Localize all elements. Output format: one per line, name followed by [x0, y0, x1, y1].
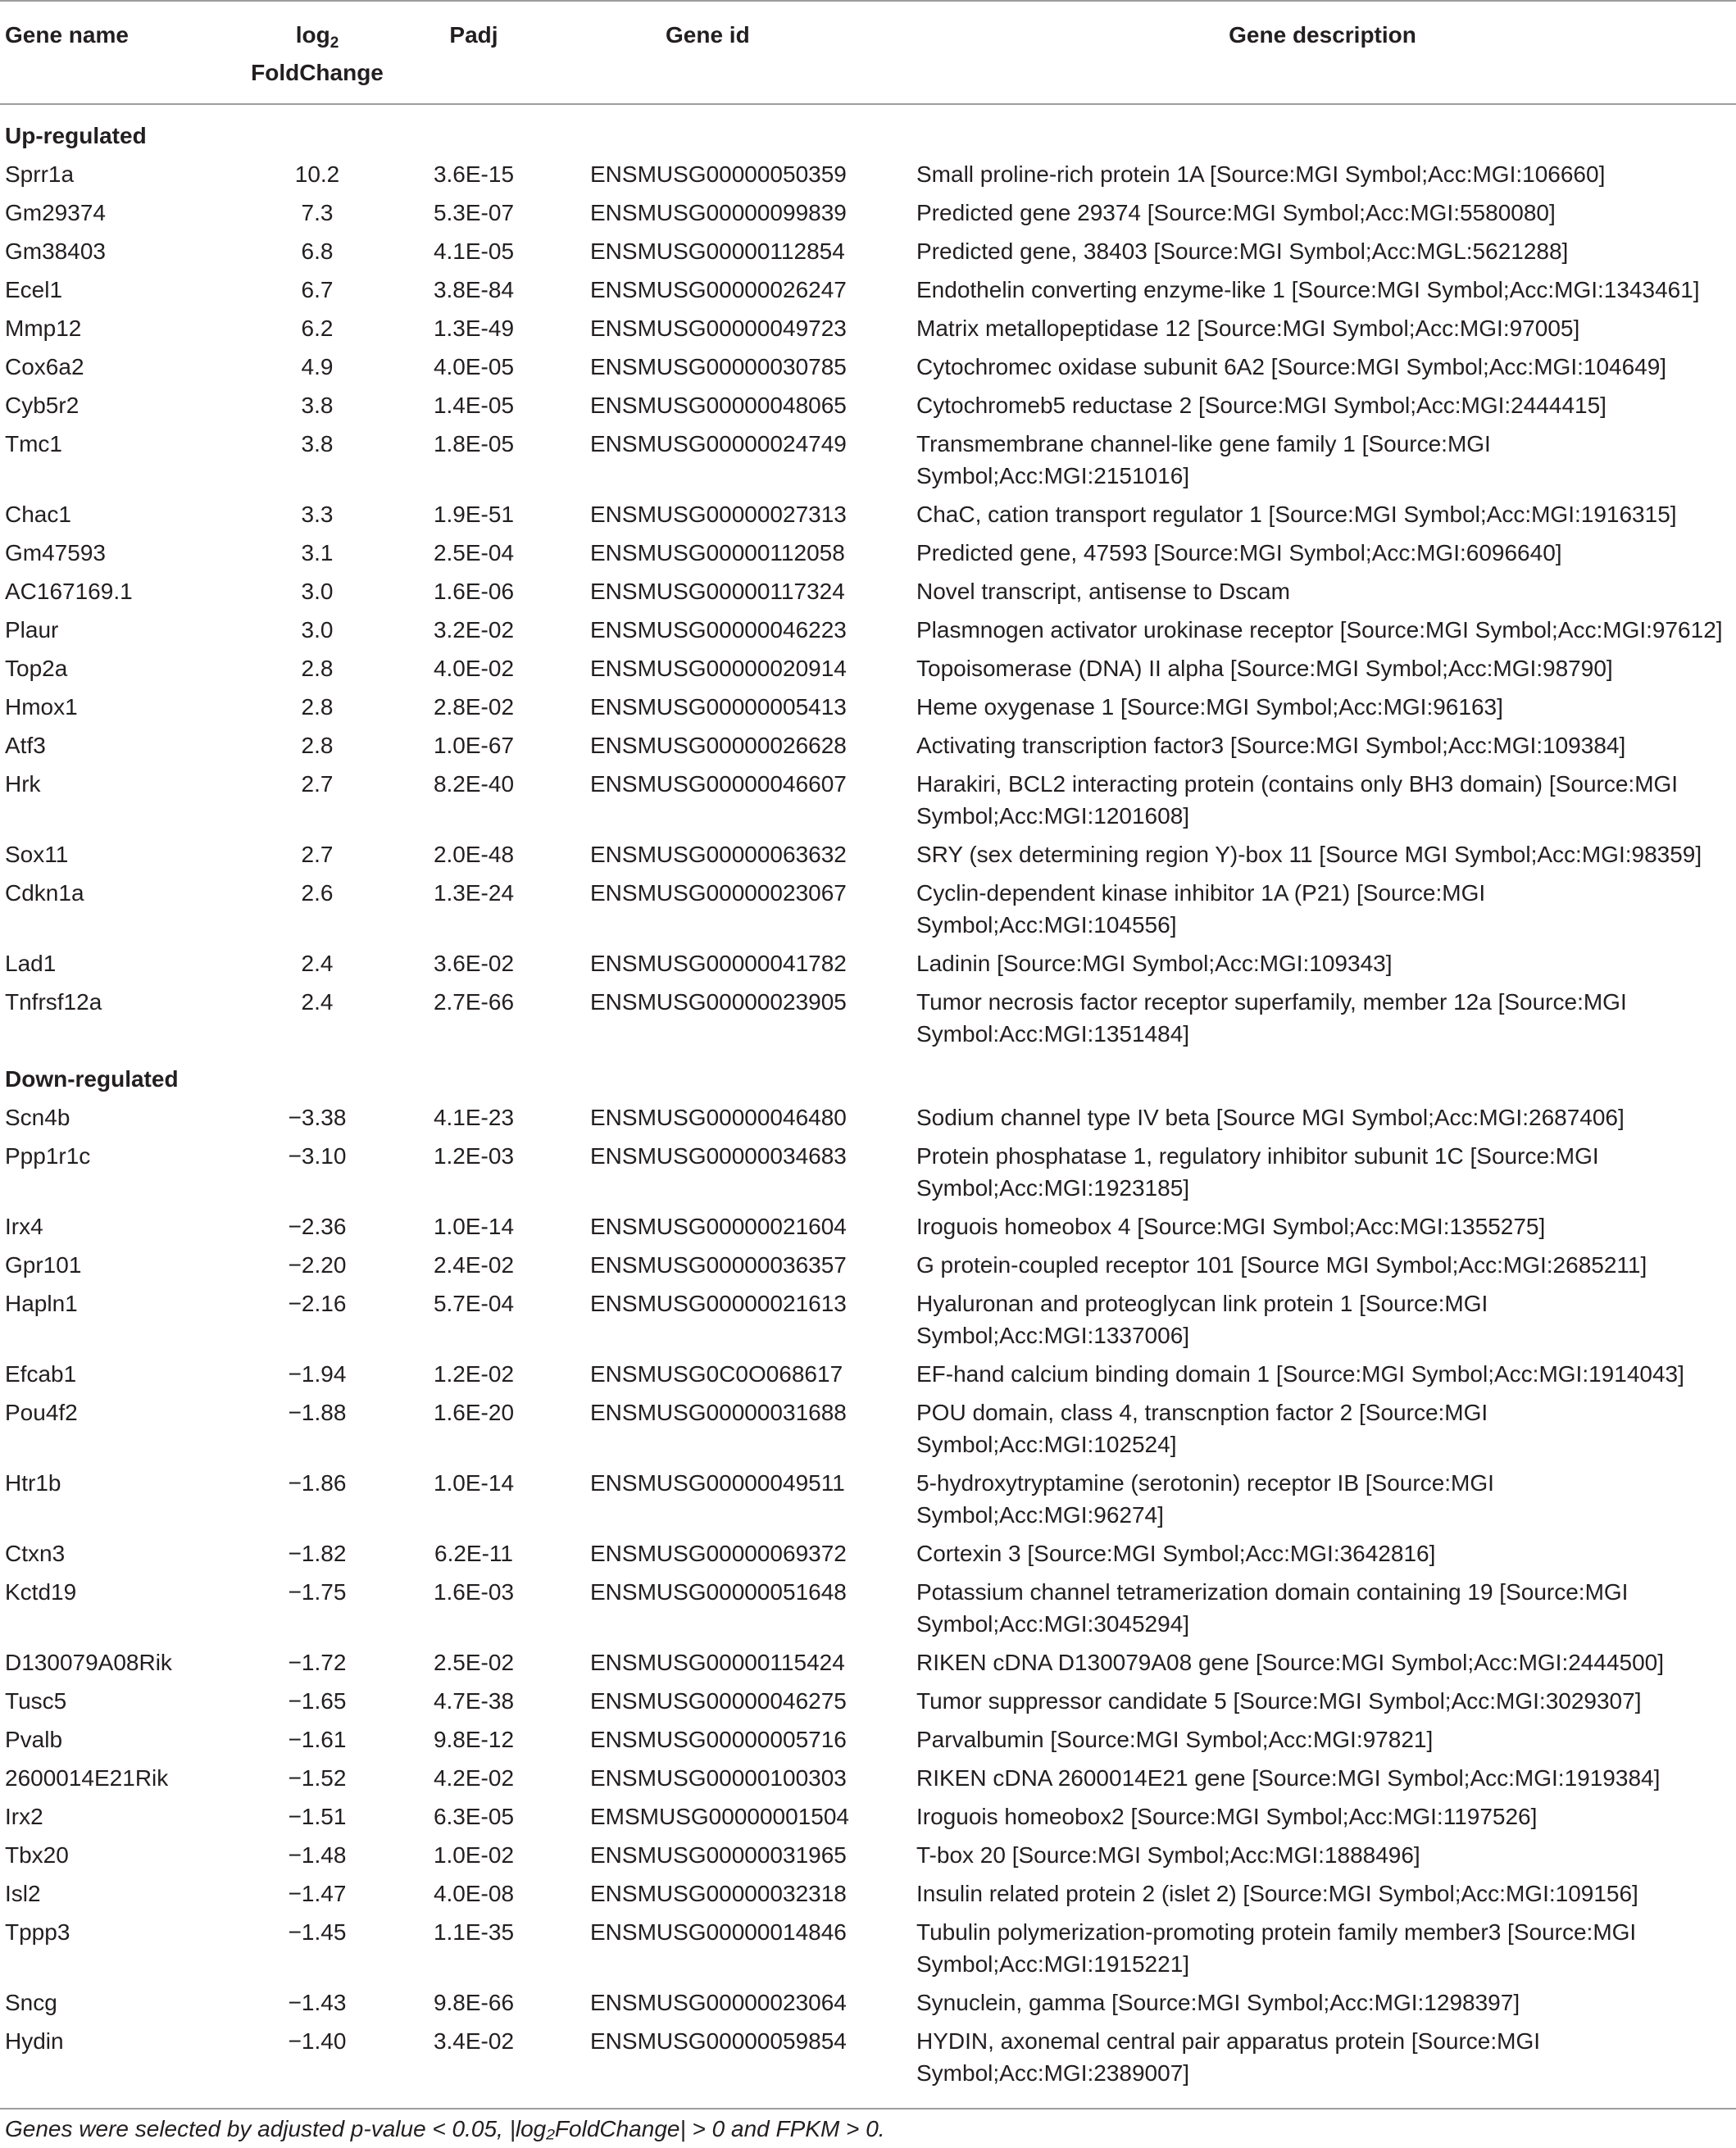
log2-foldchange-cell: −1.94	[288, 1361, 347, 1387]
gene-id-cell: ENSMUSG00000005413	[590, 694, 847, 720]
padj-cell: 2.7E-66	[433, 989, 515, 1015]
table-row	[0, 270, 1736, 309]
padj-cell: 5.3E-07	[433, 200, 515, 225]
table-row	[0, 983, 1736, 1053]
gene-name-cell: Tbx20	[5, 1842, 69, 1868]
gene-id-cell: ENSMUSG00000034683	[590, 1143, 847, 1169]
padj-cell: 2.0E-48	[433, 842, 515, 867]
log2-foldchange-cell: −1.40	[288, 2028, 347, 2054]
padj-cell: 1.2E-02	[433, 1361, 515, 1387]
log2-foldchange-cell: 2.8	[301, 733, 334, 758]
gene-id-cell: ENSMUSG00000050359	[590, 161, 847, 187]
gene-id-cell: ENSMUSG00000046607	[590, 771, 847, 797]
gene-id-cell: ENSMUSG00000005716	[590, 1727, 847, 1752]
section-title: Down-regulated	[5, 1066, 179, 1092]
padj-cell: 4.1E-05	[433, 238, 515, 264]
gene-description-cell: RIKEN cDNA 2600014E21 gene [Source:MGI Symbol;Acc:MGI:1919384]	[916, 1765, 1661, 1791]
table-row	[0, 155, 1736, 193]
gene-description-cell: POU domain, class 4, transcnption factor 2 [Source:MGI Symbol;Acc:MGI:102524]	[916, 1400, 1488, 1457]
log2-foldchange-cell: 3.0	[301, 617, 334, 643]
log2-foldchange-cell: 3.0	[301, 579, 334, 604]
log2-foldchange-cell: −2.20	[288, 1252, 347, 1278]
padj-cell: 6.2E-11	[434, 1541, 513, 1566]
gene-id-cell: EMSMUSG00000001504	[590, 1804, 849, 1829]
padj-cell: 4.0E-02	[433, 656, 515, 681]
gene-description-cell: Tumor suppressor candidate 5 [Source:MGI Symbol;Acc:MGI:3029307]	[916, 1688, 1642, 1714]
log2-foldchange-cell: 3.8	[301, 431, 334, 456]
table-row	[0, 1913, 1736, 1983]
gene-name-cell: Efcab1	[5, 1361, 77, 1387]
gene-name-cell: Tppp3	[5, 1919, 70, 1945]
gene-description-cell: Potassium channel tetramerization domain containing 19 [Source:MGI Symbol;Acc:MGI:3045294]	[916, 1579, 1629, 1637]
gene-id-cell: ENSMUSG00000117324	[590, 579, 845, 604]
gene-id-cell: ENSMUSG00000026247	[590, 277, 847, 302]
log2-foldchange-cell: 2.7	[301, 771, 334, 797]
padj-cell: 1.3E-49	[433, 316, 515, 341]
log2-foldchange-cell: 2.8	[301, 656, 334, 681]
gene-id-cell: ENSMUSG00000031965	[590, 1842, 847, 1868]
padj-cell: 1.8E-05	[433, 431, 515, 456]
table-row	[0, 1534, 1736, 1573]
gene-description-cell: Predicted gene 29374 [Source:MGI Symbol;Acc:MGI:5580080]	[916, 200, 1556, 225]
gene-name-cell: Sox11	[5, 842, 69, 867]
table-row	[0, 874, 1736, 944]
padj-cell: 2.4E-02	[433, 1252, 515, 1278]
padj-cell: 3.2E-02	[433, 617, 515, 643]
gene-id-cell: ENSMUSG00000112058	[590, 540, 845, 565]
gene-name-cell: Plaur	[5, 617, 59, 643]
gene-description-cell: Transmembrane channel-like gene family 1 [Source:MGI Symbol;Acc:MGI:2151016]	[916, 431, 1491, 488]
section-header-row	[0, 1053, 1736, 1098]
log2-foldchange-cell: 2.8	[301, 694, 334, 720]
padj-cell: 2.5E-04	[433, 540, 515, 565]
header-padj: Padj	[409, 1, 539, 104]
log2-foldchange-cell: −1.75	[288, 1579, 347, 1605]
table-row	[0, 726, 1736, 765]
table-row	[0, 2022, 1736, 2092]
gene-id-cell: ENSMUSG00000030785	[590, 354, 847, 379]
footer-divider	[0, 2108, 1736, 2109]
gene-id-cell: ENSMUSG00000049511	[590, 1470, 845, 1496]
table-row	[0, 1682, 1736, 1720]
gene-description-cell: Tumor necrosis factor receptor superfamily, member 12a [Source:MGI Symbol:Acc:MGI:1351484]	[916, 989, 1627, 1047]
padj-cell: 4.1E-23	[433, 1105, 515, 1130]
padj-cell: 9.8E-12	[433, 1727, 515, 1752]
gene-name-cell: Kctd19	[5, 1579, 77, 1605]
gene-description-cell: Small proline-rich protein 1A [Source:MGI Symbol;Acc:MGI:106660]	[916, 161, 1606, 187]
gene-description-cell: Predicted gene, 38403 [Source:MGI Symbol;Acc:MGL:5621288]	[916, 238, 1569, 264]
gene-name-cell: Pvalb	[5, 1727, 63, 1752]
padj-cell: 3.6E-15	[433, 161, 515, 187]
padj-cell: 1.9E-51	[433, 502, 515, 527]
header-gene-id: Gene id	[539, 1, 909, 104]
gene-id-cell: ENSMUSG00000049723	[590, 316, 847, 341]
gene-id-cell: ENSMUSG00000024749	[590, 431, 847, 456]
log2-foldchange-cell: 6.7	[301, 277, 334, 302]
log2-foldchange-cell: 6.8	[301, 238, 334, 264]
gene-description-cell: ChaC, cation transport regulator 1 [Source:MGI Symbol;Acc:MGI:1916315]	[916, 502, 1677, 527]
section-title: Up-regulated	[5, 123, 147, 148]
gene-name-cell: Hapln1	[5, 1291, 78, 1316]
log2-foldchange-cell: −1.51	[288, 1804, 347, 1829]
padj-cell: 1.2E-03	[433, 1143, 515, 1169]
gene-name-cell: Pou4f2	[5, 1400, 78, 1425]
padj-cell: 1.6E-03	[433, 1579, 515, 1605]
log2-foldchange-cell: −3.10	[288, 1143, 347, 1169]
padj-cell: 3.6E-02	[433, 951, 515, 976]
gene-name-cell: Scn4b	[5, 1105, 70, 1130]
header-log-text: log	[295, 22, 330, 48]
gene-id-cell: ENSMUSG00000041782	[590, 951, 847, 976]
gene-description-cell: Plasmnogen activator urokinase receptor [Source:MGI Symbol;Acc:MGI:97612]	[916, 617, 1723, 643]
gene-description-cell: HYDIN, axonemal central pair apparatus protein [Source:MGI Symbol;Acc:MGI:2389007]	[916, 2028, 1541, 2086]
gene-description-cell: Parvalbumin [Source:MGI Symbol;Acc:MGI:97821]	[916, 1727, 1434, 1752]
gene-description-cell: Iroguois homeobox2 [Source:MGI Symbol;Acc:MGI:1197526]	[916, 1804, 1538, 1829]
gene-description-cell: Topoisomerase (DNA) II alpha [Source:MGI Symbol;Acc:MGI:98790]	[916, 656, 1613, 681]
table-row	[0, 534, 1736, 572]
padj-cell: 4.0E-05	[433, 354, 515, 379]
gene-description-cell: Iroguois homeobox 4 [Source:MGI Symbol;Acc:MGI:1355275]	[916, 1214, 1546, 1239]
gene-description-cell: Novel transcript, antisense to Dscam	[916, 579, 1290, 604]
table-row	[0, 232, 1736, 270]
gene-id-cell: ENSMUSG00000115424	[590, 1650, 845, 1675]
padj-cell: 5.7E-04	[433, 1291, 515, 1316]
padj-cell: 1.0E-14	[433, 1470, 515, 1496]
padj-cell: 1.4E-05	[433, 393, 515, 418]
gene-description-cell: Matrix metallopeptidase 12 [Source:MGI Symbol;Acc:MGI:97005]	[916, 316, 1580, 341]
gene-description-cell: RIKEN cDNA D130079A08 gene [Source:MGI Symbol;Acc:MGI:2444500]	[916, 1650, 1665, 1675]
gene-id-cell: ENSMUSG00000051648	[590, 1579, 847, 1605]
table-row	[0, 1393, 1736, 1464]
gene-description-cell: Predicted gene, 47593 [Source:MGI Symbol;Acc:MGI:6096640]	[916, 540, 1562, 565]
gene-description-cell: Heme oxygenase 1 [Source:MGI Symbol;Acc:MGI:96163]	[916, 694, 1503, 720]
gene-name-cell: Ppp1r1c	[5, 1143, 91, 1169]
padj-cell: 2.5E-02	[433, 1650, 515, 1675]
gene-name-cell: Tnfrsf12a	[5, 989, 102, 1015]
gene-name-cell: Irx4	[5, 1214, 43, 1239]
gene-description-cell: G protein-coupled receptor 101 [Source MGI Symbol;Acc:MGI:2685211]	[916, 1252, 1647, 1278]
log2-foldchange-cell: −1.52	[288, 1765, 347, 1791]
gene-name-cell: Htr1b	[5, 1470, 61, 1496]
table-row	[0, 1207, 1736, 1246]
gene-description-cell: Insulin related protein 2 (islet 2) [Source:MGI Symbol;Acc:MGI:109156]	[916, 1881, 1638, 1906]
log2-foldchange-cell: −2.36	[288, 1214, 347, 1239]
table-row	[0, 572, 1736, 611]
log2-foldchange-cell: 2.4	[301, 951, 334, 976]
gene-name-cell: Mmp12	[5, 316, 82, 341]
gene-id-cell: ENSMUSG00000046275	[590, 1688, 847, 1714]
gene-description-cell: Sodium channel type IV beta [Source MGI Symbol;Acc:MGI:2687406]	[916, 1105, 1625, 1130]
gene-id-cell: ENSMUSG00000023064	[590, 1990, 847, 2015]
gene-id-cell: ENSMUSG00000048065	[590, 393, 847, 418]
header-log2-foldchange	[225, 1, 409, 104]
table-row	[0, 765, 1736, 835]
table-row	[0, 1874, 1736, 1913]
log2-foldchange-cell: −1.65	[288, 1688, 347, 1714]
padj-cell: 1.0E-02	[433, 1842, 515, 1868]
gene-name-cell: 2600014E21Rik	[5, 1765, 169, 1791]
table-row	[0, 1355, 1736, 1393]
log2-foldchange-cell: −1.86	[288, 1470, 347, 1496]
padj-cell: 1.1E-35	[433, 1919, 515, 1945]
table-row	[0, 495, 1736, 534]
padj-cell: 9.8E-66	[433, 1990, 515, 2015]
gene-id-cell: ENSMUSG00000014846	[590, 1919, 847, 1945]
gene-id-cell: ENSMUSG00000036357	[590, 1252, 847, 1278]
gene-name-cell: Isl2	[5, 1881, 41, 1906]
gene-name-cell: Tmc1	[5, 431, 62, 456]
gene-id-cell: ENSMUSG00000031688	[590, 1400, 847, 1425]
gene-id-cell: ENSMUSG00000046223	[590, 617, 847, 643]
padj-cell: 4.7E-38	[433, 1688, 515, 1714]
gene-name-cell: Irx2	[5, 1804, 43, 1829]
log2-foldchange-cell: 6.2	[301, 316, 334, 341]
padj-cell: 3.4E-02	[433, 2028, 515, 2054]
padj-cell: 8.2E-40	[433, 771, 515, 797]
log2-foldchange-cell: 7.3	[301, 200, 334, 225]
log2-foldchange-cell: −1.47	[288, 1881, 347, 1906]
log2-foldchange-cell: 2.7	[301, 842, 334, 867]
padj-cell: 4.2E-02	[433, 1765, 515, 1791]
gene-name-cell: Sprr1a	[5, 161, 75, 187]
table-row	[0, 193, 1736, 232]
log2-foldchange-cell: −1.72	[288, 1650, 347, 1675]
table-body	[0, 104, 1736, 2092]
table-row	[0, 688, 1736, 726]
gene-name-cell: Cox6a2	[5, 354, 84, 379]
table-row	[0, 1643, 1736, 1682]
gene-name-cell: Gm29374	[5, 200, 106, 225]
log2-foldchange-cell: 10.2	[294, 161, 340, 187]
padj-cell: 4.0E-08	[433, 1881, 515, 1906]
log2-foldchange-cell: 3.8	[301, 393, 334, 418]
gene-description-cell: Cortexin 3 [Source:MGI Symbol;Acc:MGI:3642816]	[916, 1541, 1436, 1566]
gene-description-cell: Hyaluronan and proteoglycan link protein 1 [Source:MGI Symbol;Acc:MGI:1337006]	[916, 1291, 1488, 1348]
table-row	[0, 1759, 1736, 1797]
table-row	[0, 1464, 1736, 1534]
gene-name-cell: Lad1	[5, 951, 57, 976]
gene-description-cell: SRY (sex determining region Y)-box 11 [Source MGI Symbol;Acc:MGI:98359]	[916, 842, 1702, 867]
table-row	[0, 347, 1736, 386]
padj-cell: 1.6E-20	[433, 1400, 515, 1425]
log2-foldchange-cell: −2.16	[288, 1291, 347, 1316]
log2-foldchange-cell: −1.43	[288, 1990, 347, 2015]
table-row	[0, 1983, 1736, 2022]
gene-id-cell: ENSMUSG00000059854	[590, 2028, 847, 2054]
table-row	[0, 1720, 1736, 1759]
gene-description-cell: Cytochromec oxidase subunit 6A2 [Source:MGI Symbol;Acc:MGI:104649]	[916, 354, 1667, 379]
header-row	[0, 1, 1736, 104]
gene-name-cell: Cdkn1a	[5, 880, 84, 906]
table-row	[0, 1098, 1736, 1137]
table-row	[0, 611, 1736, 649]
log2-foldchange-cell: −1.61	[288, 1727, 347, 1752]
gene-description-cell: Harakiri, BCL2 interacting protein (contains only BH3 domain) [Source:MGI Symbol;Acc:MGI:1201608]	[916, 771, 1679, 829]
gene-id-cell: ENSMUSG00000046480	[590, 1105, 847, 1130]
gene-id-cell: ENSMUSG00000027313	[590, 502, 847, 527]
log2-foldchange-cell: 2.6	[301, 880, 334, 906]
gene-name-cell: Tusc5	[5, 1688, 67, 1714]
gene-description-cell: Synuclein, gamma [Source:MGI Symbol;Acc:MGI:1298397]	[916, 1990, 1520, 2015]
log2-foldchange-cell: −1.88	[288, 1400, 347, 1425]
log2-foldchange-cell: −1.82	[288, 1541, 347, 1566]
gene-description-cell: Cyclin-dependent kinase inhibitor 1A (P21) [Source:MGI Symbol;Acc:MGI:104556]	[916, 880, 1486, 938]
gene-name-cell: Cyb5r2	[5, 393, 80, 418]
log2-foldchange-cell: −1.48	[288, 1842, 347, 1868]
table-row	[0, 835, 1736, 874]
log2-foldchange-cell: −3.38	[288, 1105, 347, 1130]
gene-description-cell: T-box 20 [Source:MGI Symbol;Acc:MGI:1888496]	[916, 1842, 1420, 1868]
table-row	[0, 1284, 1736, 1355]
gene-id-cell: ENSMUSG00000032318	[590, 1881, 847, 1906]
gene-id-cell: ENSMUSG00000023067	[590, 880, 847, 906]
gene-name-cell: Gpr101	[5, 1252, 82, 1278]
gene-id-cell: ENSMUSG00000020914	[590, 656, 847, 681]
gene-name-cell: Sncg	[5, 1990, 57, 2015]
gene-id-cell: ENSMUSG00000100303	[590, 1765, 847, 1791]
gene-name-cell: Atf3	[5, 733, 46, 758]
gene-description-cell: Ladinin [Source:MGI Symbol;Acc:MGI:109343]	[916, 951, 1393, 976]
section-header-row	[0, 104, 1736, 155]
gene-id-cell: ENSMUSG00000099839	[590, 200, 847, 225]
gene-id-cell: ENSMUSG00000023905	[590, 989, 847, 1015]
padj-cell: 1.0E-14	[433, 1214, 515, 1239]
gene-name-cell: Ctxn3	[5, 1541, 66, 1566]
gene-description-cell: 5-hydroxytryptamine (serotonin) receptor IB [Source:MGI Symbol;Acc:MGI:96274]	[916, 1470, 1494, 1528]
gene-description-cell: Activating transcription factor3 [Source:MGI Symbol;Acc:MGI:109384]	[916, 733, 1626, 758]
gene-description-cell: EF-hand calcium binding domain 1 [Source:MGI Symbol;Acc:MGI:1914043]	[916, 1361, 1684, 1387]
gene-description-cell: Protein phosphatase 1, regulatory inhibitor subunit 1C [Source:MGI Symbol;Acc:MGI:1923185]	[916, 1143, 1599, 1201]
header-foldchange-text: FoldChange	[251, 60, 384, 85]
header-gene-description: Gene description	[909, 1, 1736, 104]
table-row	[0, 1137, 1736, 1207]
gene-description-cell: Endothelin converting enzyme-like 1 [Source:MGI Symbol;Acc:MGI:1343461]	[916, 277, 1700, 302]
table-footnote: Genes were selected by adjusted p-value < 0.05, |log₂FoldChange| > 0 and FPKM > 0.	[5, 2116, 885, 2141]
padj-cell: 6.3E-05	[433, 1804, 515, 1829]
padj-cell: 1.0E-67	[433, 733, 515, 758]
gene-name-cell: D130079A08Rik	[5, 1650, 172, 1675]
gene-name-cell: Ecel1	[5, 277, 63, 302]
table-row	[0, 1836, 1736, 1874]
table-row	[0, 1797, 1736, 1836]
gene-name-cell: Top2a	[5, 656, 68, 681]
header-gene-name: Gene name	[0, 1, 225, 104]
log2-foldchange-cell: 2.4	[301, 989, 334, 1015]
gene-id-cell: ENSMUSG00000021613	[590, 1291, 847, 1316]
table-row	[0, 425, 1736, 495]
padj-cell: 1.6E-06	[433, 579, 515, 604]
table-row	[0, 386, 1736, 425]
gene-name-cell: Hydin	[5, 2028, 64, 2054]
gene-name-cell: Gm47593	[5, 540, 106, 565]
gene-id-cell: ENSMUSG00000063632	[590, 842, 847, 867]
log2-foldchange-cell: 3.3	[301, 502, 334, 527]
gene-description-cell: Tubulin polymerization-promoting protein family member3 [Source:MGI Symbol;Acc:MGI:1915221]	[916, 1919, 1637, 1977]
padj-cell: 2.8E-02	[433, 694, 515, 720]
table-row	[0, 944, 1736, 983]
table-row	[0, 1573, 1736, 1643]
gene-id-cell: ENSMUSG00000021604	[590, 1214, 847, 1239]
padj-cell: 3.8E-84	[433, 277, 515, 302]
gene-id-cell: ENSMUSG0C0O068617	[590, 1361, 843, 1387]
gene-description-cell: Cytochromeb5 reductase 2 [Source:MGI Symbol;Acc:MGI:2444415]	[916, 393, 1606, 418]
gene-name-cell: AC167169.1	[5, 579, 133, 604]
gene-id-cell: ENSMUSG00000069372	[590, 1541, 847, 1566]
table-row	[0, 1246, 1736, 1284]
log2-foldchange-cell: 3.1	[301, 540, 334, 565]
gene-id-cell: ENSMUSG00000112854	[590, 238, 845, 264]
gene-name-cell: Hrk	[5, 771, 41, 797]
padj-cell: 1.3E-24	[433, 880, 515, 906]
gene-id-cell: ENSMUSG00000026628	[590, 733, 847, 758]
gene-name-cell: Hmox1	[5, 694, 78, 720]
gene-name-cell: Chac1	[5, 502, 71, 527]
table-row	[0, 649, 1736, 688]
log2-foldchange-cell: 4.9	[301, 354, 334, 379]
table-row	[0, 309, 1736, 347]
header-log-subscript: 2	[329, 34, 339, 52]
gene-name-cell: Gm38403	[5, 238, 106, 264]
log2-foldchange-cell: −1.45	[288, 1919, 347, 1945]
